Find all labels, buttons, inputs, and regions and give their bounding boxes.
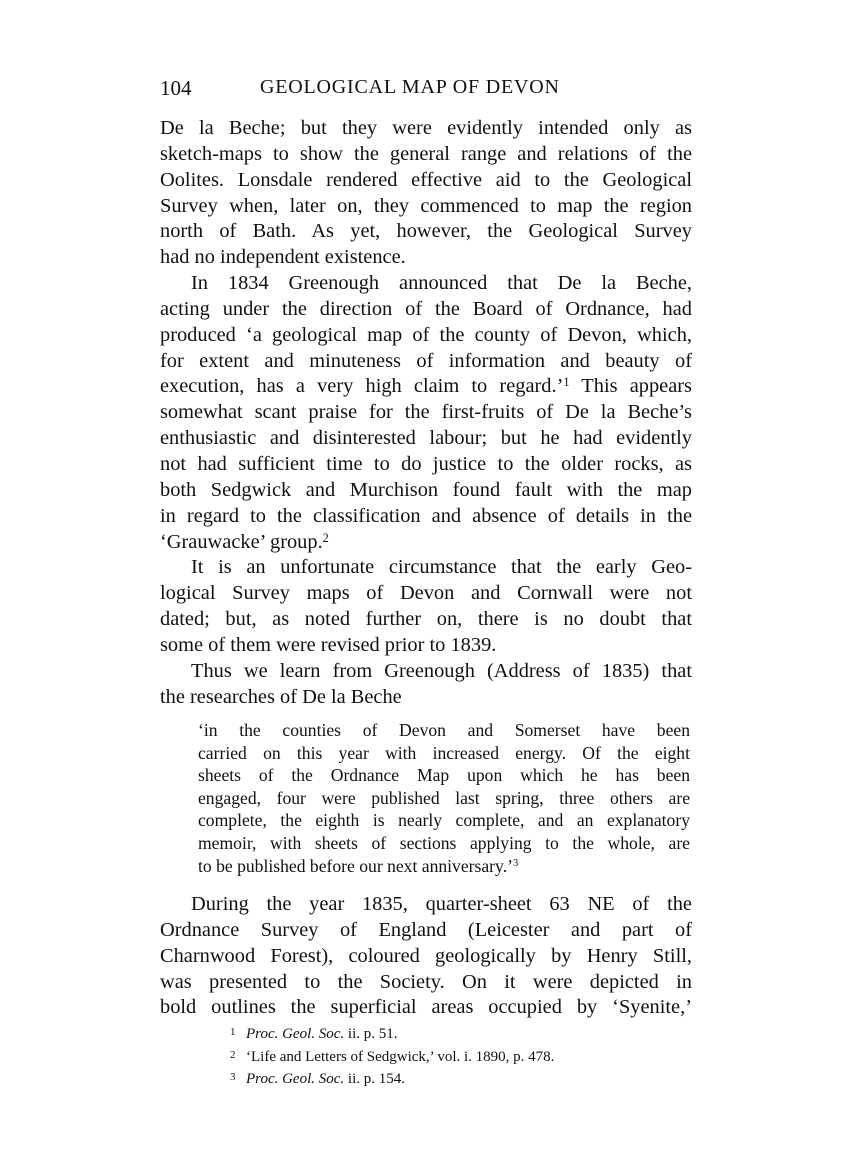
quote-line-with-footnote [198,855,690,878]
footnote [230,1045,554,1068]
text-line: dated; but, as noted further on, there is no doubt that [160,608,692,631]
footnote-ref: Proc. Geol. Soc. [246,1026,345,1042]
footnote [230,1067,554,1090]
quote-line: engaged, four were published last spring, three others are [198,787,690,808]
footnote-text: ii. p. 154. [344,1071,406,1087]
text-line: somewhat scant praise for the first-fruits of De la Beche’s [160,401,692,424]
text-segment: execution, has a very high claim to regard.’ [160,375,564,398]
text-line: Charnwood Forest), coloured geologically by Henry Still, [160,944,692,967]
text-line-with-footnote [160,374,692,400]
text-line: produced ‘a geological map of the county of Devon, which, [160,323,692,346]
footnote [230,1022,554,1045]
text-line: It is an unfortunate circumstance that the early Geo- [191,556,692,579]
text-line: Ordnance Survey of England (Leicester and part of [160,918,692,941]
quote-line: memoir, with sheets of sections applying to the whole, are [198,832,690,853]
text-line: acting under the direction of the Board of Ordnance, had [160,297,692,320]
text-line: some of them were revised prior to 1839. [160,633,497,656]
page-number: 104 [160,76,192,100]
text-line-with-footnote [160,530,692,556]
footnote-mark: 1 [563,375,570,390]
text-line: Thus we learn from Greenough (Address of 1835) that [191,659,692,682]
text-line: in regard to the classification and absence of details in the [160,504,692,527]
footnote-text: ‘Life and Letters of Sedgwick,’ vol. i. 1890, p. 478. [246,1048,555,1065]
text-line: not had sufficient time to do justice to the older rocks, as [160,452,692,475]
continuation-paragraph [160,892,692,1021]
block-quote [198,719,690,877]
text-line: De la Beche; but they were evidently intended only as [160,117,692,139]
text-line: had no independent existence. [160,246,406,269]
text-line: bold outlines the superficial areas occupied by ‘Syenite,’ [160,996,692,1019]
quote-line: ‘in the counties of Devon and Somerset have been [198,720,690,740]
footnote-number: 1 [230,1026,236,1038]
page-header [160,76,692,104]
text-line: enthusiastic and disinterested labour; but he had evidently [160,427,692,450]
text-line: Survey when, later on, they commenced to map the region [160,194,692,217]
body-text [160,116,692,710]
footnote-ref: Proc. Geol. Soc. [246,1071,345,1087]
text-segment: to be published before our next anniversary.’ [198,855,513,876]
text-line: both Sedgwick and Murchison found fault with the map [160,478,692,501]
footnote-number: 2 [230,1048,236,1061]
text-line: During the year 1835, quarter-sheet 63 NE of the [191,893,692,915]
footnote-text: ii. p. 51. [344,1026,398,1042]
footnote-mark: 3 [512,857,519,869]
quote-line: carried on this year with increased energy. Of the eight [198,742,690,763]
footnote-number: 3 [230,1071,236,1083]
text-line: Oolites. Lonsdale rendered effective aid to the Geological [160,168,692,191]
text-line: In 1834 Greenough announced that De la Beche, [191,272,692,295]
text-line: north of Bath. As yet, however, the Geological Survey [160,220,692,243]
text-segment: This appears [569,375,692,398]
quote-line: complete, the eighth is nearly complete, and an explanatory [198,810,690,831]
footnote-mark: 2 [322,530,329,545]
footnotes [230,1022,554,1090]
text-line: logical Survey maps of Devon and Cornwall were not [160,582,692,605]
text-segment: ‘Grauwacke’ group. [160,530,323,553]
text-line: sketch-maps to show the general range and relations of the [160,142,692,165]
quote-line: sheets of the Ordnance Map upon which he has been [198,765,690,786]
running-title: GEOLOGICAL MAP OF DEVON [260,76,560,98]
text-line: the researches of De la Beche [160,685,402,708]
text-line: was presented to the Society. On it were depicted in [160,970,692,993]
text-line: for extent and minuteness of information and beauty of [160,349,692,372]
